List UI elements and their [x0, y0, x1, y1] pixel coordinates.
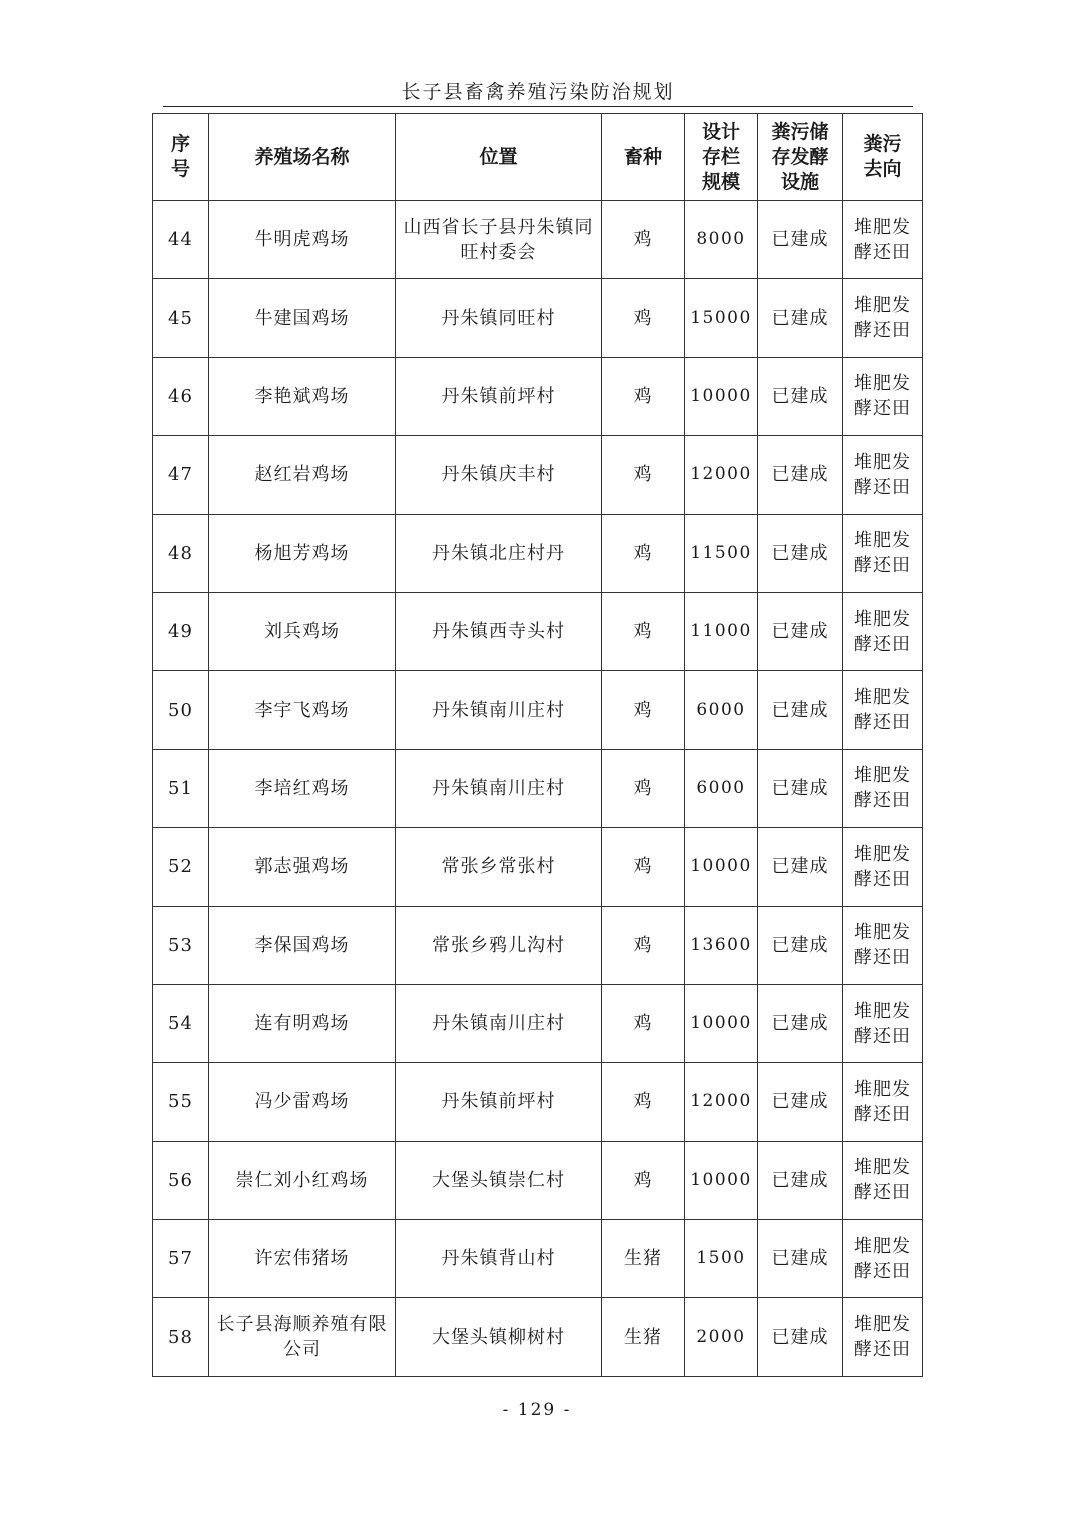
cell-destination: 堆肥发酵还田 [843, 1220, 923, 1298]
table-row [153, 436, 923, 514]
col-header-location: 位置 [396, 114, 602, 201]
cell-location: 大堡头镇崇仁村 [396, 1141, 602, 1219]
col-header-species: 畜种 [602, 114, 685, 201]
page-number: - 129 - [502, 1400, 572, 1420]
cell-destination: 堆肥发酵还田 [843, 357, 923, 435]
cell-species: 鸡 [602, 357, 685, 435]
cell-no: 45 [153, 279, 209, 357]
col-header-scale: 设计存栏规模 [685, 114, 758, 201]
cell-no: 49 [153, 592, 209, 670]
cell-location: 丹朱镇西寺头村 [396, 592, 602, 670]
cell-no: 47 [153, 436, 209, 514]
cell-location: 常张乡鸦儿沟村 [396, 906, 602, 984]
cell-location: 丹朱镇前坪村 [396, 1063, 602, 1141]
cell-facility: 已建成 [758, 1141, 843, 1219]
cell-location: 丹朱镇庆丰村 [396, 436, 602, 514]
cell-name: 李宇飞鸡场 [209, 671, 396, 749]
table-body [153, 201, 923, 1377]
cell-name: 长子县海顺养殖有限公司 [209, 1298, 396, 1376]
cell-facility: 已建成 [758, 436, 843, 514]
livestock-farm-table [152, 113, 923, 1377]
cell-scale: 1500 [685, 1220, 758, 1298]
table-header-row [153, 114, 923, 201]
cell-species: 鸡 [602, 436, 685, 514]
col-header-name: 养殖场名称 [209, 114, 396, 201]
cell-destination: 堆肥发酵还田 [843, 749, 923, 827]
cell-species: 鸡 [602, 828, 685, 906]
cell-location: 丹朱镇背山村 [396, 1220, 602, 1298]
cell-scale: 12000 [685, 436, 758, 514]
cell-scale: 11000 [685, 592, 758, 670]
cell-facility: 已建成 [758, 1063, 843, 1141]
cell-name: 李培红鸡场 [209, 749, 396, 827]
cell-location: 山西省长子县丹朱镇同旺村委会 [396, 201, 602, 279]
cell-no: 53 [153, 906, 209, 984]
cell-facility: 已建成 [758, 1298, 843, 1376]
table-row [153, 514, 923, 592]
cell-name: 牛建国鸡场 [209, 279, 396, 357]
cell-location: 丹朱镇南川庄村 [396, 984, 602, 1062]
cell-destination: 堆肥发酵还田 [843, 201, 923, 279]
cell-facility: 已建成 [758, 1220, 843, 1298]
cell-species: 鸡 [602, 279, 685, 357]
cell-species: 鸡 [602, 984, 685, 1062]
cell-name: 李艳斌鸡场 [209, 357, 396, 435]
col-header-facility: 粪污储存发酵设施 [758, 114, 843, 201]
cell-destination: 堆肥发酵还田 [843, 828, 923, 906]
cell-destination: 堆肥发酵还田 [843, 1063, 923, 1141]
cell-species: 鸡 [602, 749, 685, 827]
table-row [153, 749, 923, 827]
cell-species: 鸡 [602, 671, 685, 749]
cell-location: 丹朱镇南川庄村 [396, 671, 602, 749]
cell-facility: 已建成 [758, 514, 843, 592]
cell-species: 鸡 [602, 201, 685, 279]
cell-destination: 堆肥发酵还田 [843, 1141, 923, 1219]
table-row [153, 1220, 923, 1298]
cell-facility: 已建成 [758, 984, 843, 1062]
cell-name: 郭志强鸡场 [209, 828, 396, 906]
cell-name: 连有明鸡场 [209, 984, 396, 1062]
cell-location: 丹朱镇前坪村 [396, 357, 602, 435]
cell-scale: 10000 [685, 828, 758, 906]
cell-species: 鸡 [602, 906, 685, 984]
cell-name: 刘兵鸡场 [209, 592, 396, 670]
cell-facility: 已建成 [758, 592, 843, 670]
cell-scale: 8000 [685, 201, 758, 279]
cell-species: 鸡 [602, 514, 685, 592]
cell-no: 57 [153, 1220, 209, 1298]
table-row [153, 357, 923, 435]
cell-facility: 已建成 [758, 828, 843, 906]
cell-species: 鸡 [602, 592, 685, 670]
cell-destination: 堆肥发酵还田 [843, 514, 923, 592]
cell-scale: 6000 [685, 749, 758, 827]
cell-destination: 堆肥发酵还田 [843, 279, 923, 357]
cell-facility: 已建成 [758, 749, 843, 827]
cell-name: 崇仁刘小红鸡场 [209, 1141, 396, 1219]
table-row [153, 1141, 923, 1219]
cell-location: 丹朱镇南川庄村 [396, 749, 602, 827]
table-row [153, 906, 923, 984]
cell-name: 许宏伟猪场 [209, 1220, 396, 1298]
cell-name: 牛明虎鸡场 [209, 201, 396, 279]
cell-destination: 堆肥发酵还田 [843, 984, 923, 1062]
cell-facility: 已建成 [758, 906, 843, 984]
table-row [153, 1298, 923, 1376]
cell-facility: 已建成 [758, 357, 843, 435]
cell-no: 48 [153, 514, 209, 592]
cell-species: 鸡 [602, 1063, 685, 1141]
cell-scale: 10000 [685, 357, 758, 435]
table-row [153, 1063, 923, 1141]
cell-no: 44 [153, 201, 209, 279]
cell-no: 56 [153, 1141, 209, 1219]
cell-scale: 13600 [685, 906, 758, 984]
table-row [153, 201, 923, 279]
cell-no: 51 [153, 749, 209, 827]
cell-location: 丹朱镇北庄村丹 [396, 514, 602, 592]
col-header-destination: 粪污去向 [843, 114, 923, 201]
cell-name: 赵红岩鸡场 [209, 436, 396, 514]
cell-no: 52 [153, 828, 209, 906]
cell-destination: 堆肥发酵还田 [843, 1298, 923, 1376]
cell-name: 冯少雷鸡场 [209, 1063, 396, 1141]
table-row [153, 984, 923, 1062]
cell-no: 58 [153, 1298, 209, 1376]
cell-species: 生猪 [602, 1220, 685, 1298]
cell-facility: 已建成 [758, 201, 843, 279]
page-header-title: 长子县畜禽养殖污染防治规划 [163, 78, 913, 107]
cell-location: 常张乡常张村 [396, 828, 602, 906]
cell-destination: 堆肥发酵还田 [843, 436, 923, 514]
cell-scale: 11500 [685, 514, 758, 592]
table-row [153, 279, 923, 357]
cell-destination: 堆肥发酵还田 [843, 671, 923, 749]
table-row [153, 671, 923, 749]
col-header-no: 序号 [153, 114, 209, 201]
cell-facility: 已建成 [758, 671, 843, 749]
cell-scale: 12000 [685, 1063, 758, 1141]
cell-name: 杨旭芳鸡场 [209, 514, 396, 592]
cell-scale: 10000 [685, 1141, 758, 1219]
cell-location: 大堡头镇柳树村 [396, 1298, 602, 1376]
cell-facility: 已建成 [758, 279, 843, 357]
table-row [153, 592, 923, 670]
cell-no: 55 [153, 1063, 209, 1141]
cell-species: 生猪 [602, 1298, 685, 1376]
cell-scale: 6000 [685, 671, 758, 749]
table-row [153, 828, 923, 906]
cell-species: 鸡 [602, 1141, 685, 1219]
cell-name: 李保国鸡场 [209, 906, 396, 984]
cell-destination: 堆肥发酵还田 [843, 592, 923, 670]
cell-location: 丹朱镇同旺村 [396, 279, 602, 357]
cell-no: 54 [153, 984, 209, 1062]
cell-no: 46 [153, 357, 209, 435]
cell-scale: 10000 [685, 984, 758, 1062]
cell-scale: 15000 [685, 279, 758, 357]
cell-no: 50 [153, 671, 209, 749]
cell-scale: 2000 [685, 1298, 758, 1376]
cell-destination: 堆肥发酵还田 [843, 906, 923, 984]
